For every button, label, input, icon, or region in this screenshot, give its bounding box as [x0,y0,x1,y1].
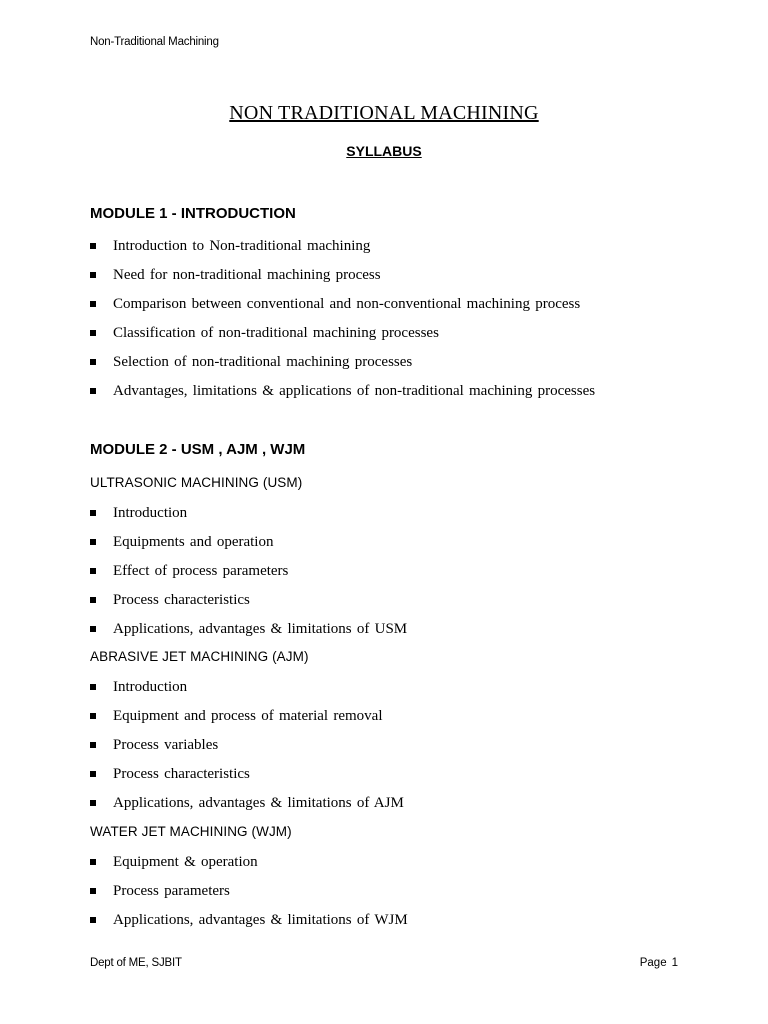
bullet-icon [90,388,96,394]
bullet-icon [90,597,96,603]
bullet-icon [90,626,96,632]
page-footer-left: Dept of ME, SJBIT [90,957,182,969]
usm-list [90,503,407,648]
list-item: Advantages, limitations & applications of non-traditional machining processes [90,381,595,410]
bullet-icon [90,684,96,690]
list-item: Effect of process parameters [90,561,407,590]
document-title: NON TRADITIONAL MACHINING [229,102,539,124]
list-item: Equipments and operation [90,532,407,561]
list-item: Process variables [90,735,404,764]
usm-heading: ULTRASONIC MACHINING (USM) [90,475,303,490]
list-item: Introduction to Non-traditional machining [90,236,595,265]
bullet-icon [90,568,96,574]
wjm-heading: WATER JET MACHINING (WJM) [90,824,292,839]
list-item: Equipment and process of material removal [90,706,404,735]
bullet-icon [90,917,96,923]
list-item: Process characteristics [90,764,404,793]
list-item: Applications, advantages & limitations of USM [90,619,407,648]
bullet-icon [90,301,96,307]
list-item: Classification of non-traditional machining processes [90,323,595,352]
bullet-icon [90,243,96,249]
bullet-icon [90,800,96,806]
bullet-icon [90,742,96,748]
bullet-icon [90,888,96,894]
bullet-icon [90,510,96,516]
wjm-list [90,852,408,939]
document-subtitle: SYLLABUS [346,143,422,159]
page-header: Non-Traditional Machining [90,36,219,48]
list-item: Applications, advantages & limitations of WJM [90,910,408,939]
list-item: Equipment & operation [90,852,408,881]
bullet-icon [90,330,96,336]
bullet-icon [90,539,96,545]
list-item: Selection of non-traditional machining processes [90,352,595,381]
module-2-heading: MODULE 2 - USM , AJM , WJM [90,441,306,458]
module-1-list [90,236,595,410]
bullet-icon [90,272,96,278]
page-label: Page [639,957,667,969]
list-item: Need for non-traditional machining process [90,265,595,294]
module-1-heading: MODULE 1 - INTRODUCTION [90,205,296,222]
bullet-icon [90,771,96,777]
ajm-heading: ABRASIVE JET MACHINING (AJM) [90,649,309,664]
list-item: Process parameters [90,881,408,910]
bullet-icon [90,859,96,865]
bullet-icon [90,713,96,719]
page-number [640,957,678,969]
page-number-value: 1 [671,957,678,969]
list-item: Applications, advantages & limitations of AJM [90,793,404,822]
list-item: Comparison between conventional and non-conventional machining process [90,294,595,323]
list-item: Process characteristics [90,590,407,619]
list-item: Introduction [90,503,407,532]
list-item: Introduction [90,677,404,706]
bullet-icon [90,359,96,365]
ajm-list [90,677,404,822]
